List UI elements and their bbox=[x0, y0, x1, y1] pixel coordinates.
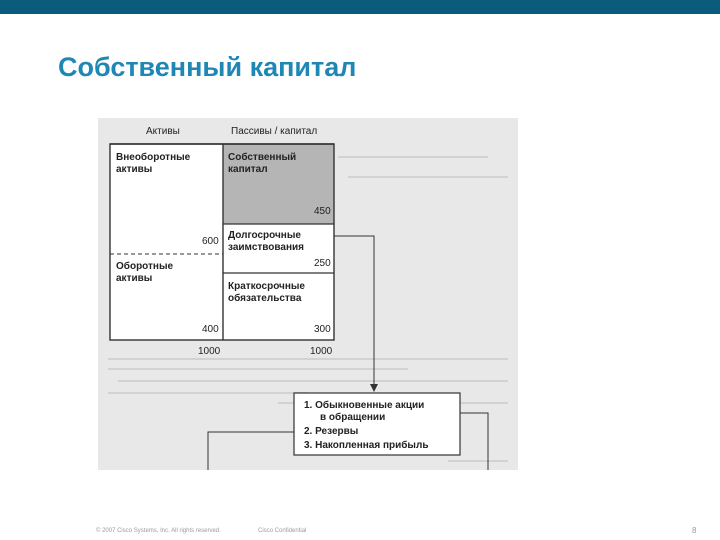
header-assets: Активы bbox=[146, 126, 180, 137]
short-term-label: Краткосрочные обязательства bbox=[228, 281, 305, 304]
slide-title: Собственный капитал bbox=[58, 52, 357, 82]
component-item-1-cont: в обращении bbox=[320, 412, 386, 423]
current-assets-value: 400 bbox=[202, 324, 219, 335]
long-term-label: Долгосрочные заимствования bbox=[228, 230, 304, 253]
page-number: 8 bbox=[692, 526, 697, 535]
current-assets-label: Оборотные активы bbox=[116, 261, 174, 284]
footer-confidential: Cisco Confidential bbox=[258, 528, 307, 534]
long-term-value: 250 bbox=[314, 258, 331, 269]
footer-copyright: © 2007 Cisco Systems, Inc. All rights reserved. bbox=[96, 528, 221, 534]
noncurrent-assets-label: Внеоборотные активы bbox=[116, 152, 191, 175]
header-liabilities: Пассивы / капитал bbox=[231, 126, 318, 137]
component-item-2: 2. Резервы bbox=[304, 426, 359, 437]
short-term-value: 300 bbox=[314, 324, 331, 335]
balance-sheet-diagram bbox=[98, 118, 518, 470]
top-bar bbox=[0, 0, 720, 14]
equity-label: Собственный капитал bbox=[228, 152, 297, 175]
component-item-1: 1. Обыкновенные акции bbox=[304, 400, 425, 411]
equity-value: 450 bbox=[314, 206, 331, 217]
component-item-3: 3. Накопленная прибыль bbox=[304, 440, 429, 451]
noncurrent-assets-value: 600 bbox=[202, 236, 219, 247]
total-liabilities: 1000 bbox=[310, 346, 333, 357]
total-assets: 1000 bbox=[198, 346, 221, 357]
